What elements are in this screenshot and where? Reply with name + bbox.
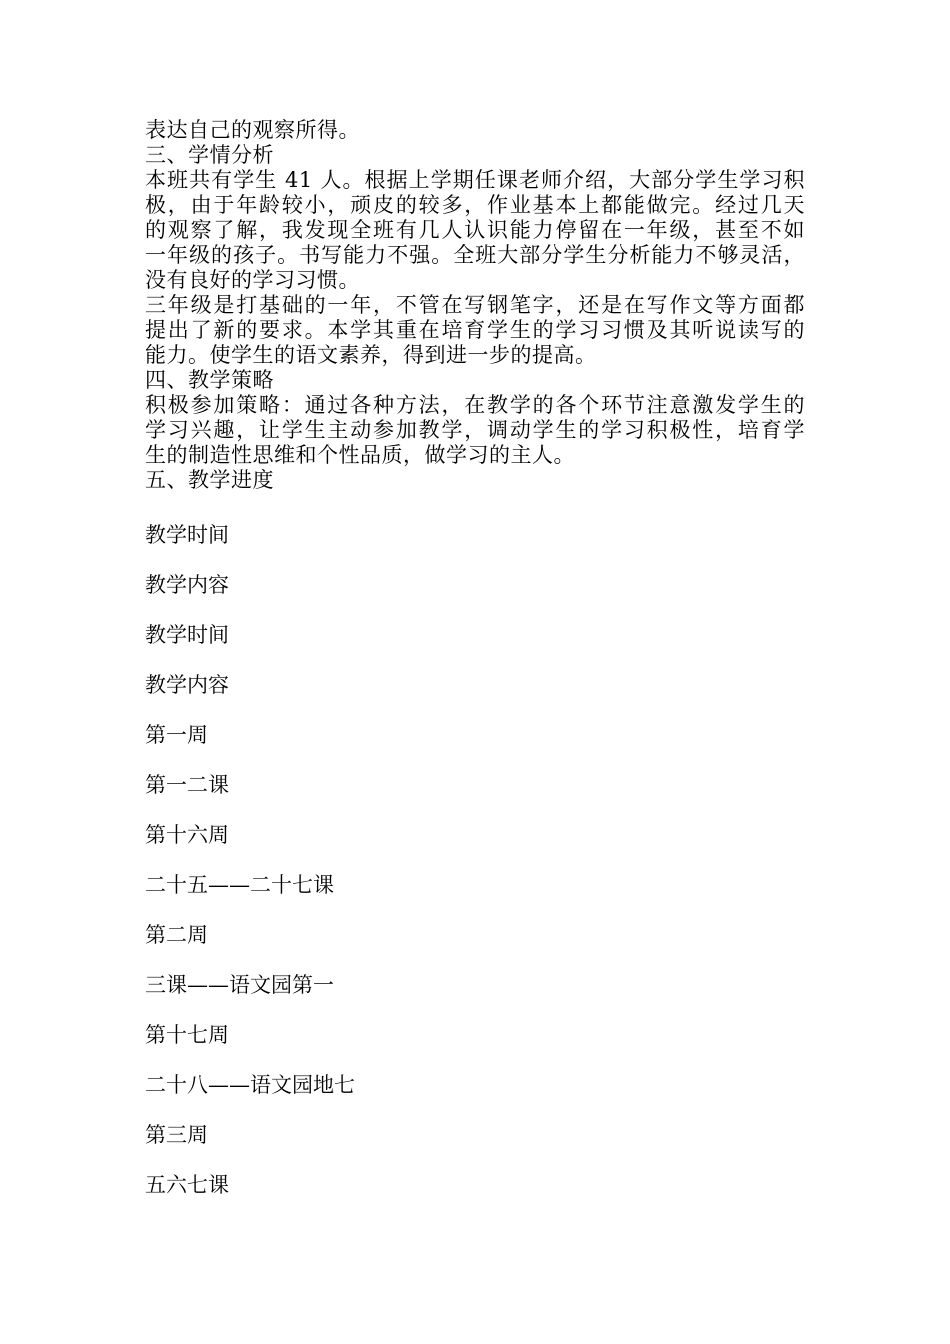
text-line: 没有良好的学习习惯。 bbox=[145, 268, 360, 292]
table-header-cell: 教学内容 bbox=[145, 573, 229, 597]
text-line: 提出了新的要求。本学其重在培育学生的学习习惯及其听说读写的 bbox=[145, 318, 805, 342]
section-heading: 四、教学策略 bbox=[145, 368, 274, 392]
table-cell: 二十五——二十七课 bbox=[145, 873, 334, 897]
table-cell: 第十七周 bbox=[145, 1023, 229, 1047]
table-cell: 三课——语文园第一 bbox=[145, 973, 334, 997]
table-cell: 二十八——语文园地七 bbox=[145, 1073, 355, 1097]
table-cell: 第十六周 bbox=[145, 823, 229, 847]
table-header-cell: 教学时间 bbox=[145, 523, 229, 547]
text-line: 学习兴趣，让学生主动参加教学，调动学生的学习积极性，培育学 bbox=[145, 418, 805, 442]
table-header-cell: 教学时间 bbox=[145, 623, 229, 647]
text-line: 一年级的孩子。书写能力不强。全班大部分学生分析能力不够灵活， bbox=[145, 243, 805, 267]
document-body bbox=[145, 118, 805, 493]
text-line: 表达自己的观察所得。 bbox=[145, 118, 360, 142]
table-cell: 第二周 bbox=[145, 923, 208, 947]
text-line: 本班共有学生 41 人。根据上学期任课老师介绍，大部分学生学习积 bbox=[145, 168, 805, 192]
section-heading: 五、教学进度 bbox=[145, 468, 274, 492]
text-line: 的观察了解，我发现全班有几人认识能力停留在一年级，甚至不如 bbox=[145, 218, 805, 242]
table-cell: 第一周 bbox=[145, 723, 208, 747]
table-cell: 第三周 bbox=[145, 1123, 208, 1147]
text-line: 能力。使学生的语文素养，得到进一步的提高。 bbox=[145, 343, 597, 367]
text-line: 三年级是打基础的一年，不管在写钢笔字，还是在写作文等方面都 bbox=[145, 293, 805, 317]
section-heading: 三、学情分析 bbox=[145, 143, 274, 167]
text-line: 生的制造性思维和个性品质，做学习的主人。 bbox=[145, 443, 575, 467]
table-cell: 第一二课 bbox=[145, 773, 229, 797]
table-cell: 五六七课 bbox=[145, 1173, 229, 1197]
table-header-cell: 教学内容 bbox=[145, 673, 229, 697]
text-line: 积极参加策略：通过各种方法，在教学的各个环节注意激发学生的 bbox=[145, 393, 805, 417]
schedule-table bbox=[145, 520, 645, 1220]
text-line: 极，由于年龄较小，顽皮的较多，作业基本上都能做完。经过几天 bbox=[145, 193, 805, 217]
